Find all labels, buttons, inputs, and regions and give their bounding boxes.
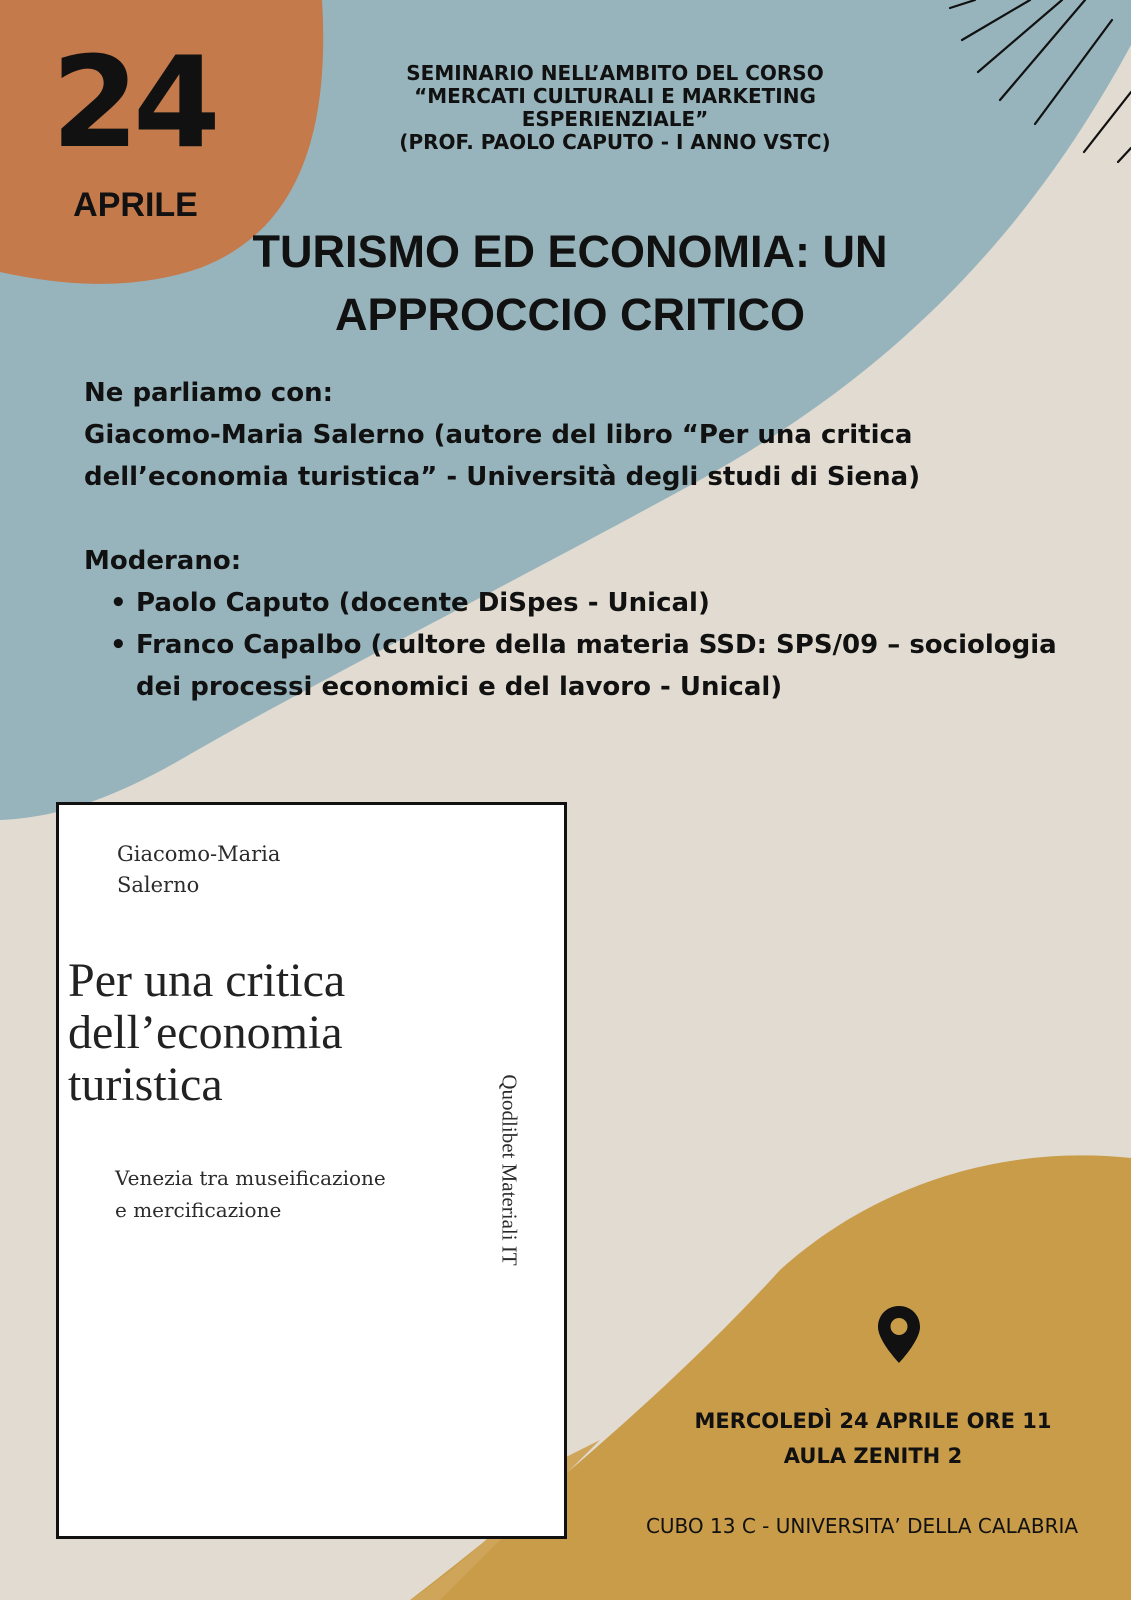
event-title — [190, 220, 950, 346]
book-title-line: turistica — [68, 1058, 223, 1111]
book-subtitle — [115, 1162, 386, 1226]
title-line: APPROCCIO CRITICO — [334, 289, 806, 340]
book-title-line: Per una critica — [68, 954, 346, 1007]
moderator-item: • Franco Capalbo (cultore della materia SSD: SPS/09 – sociologia dei processi economici e del lavoro - Unical) — [84, 624, 1084, 708]
book-title — [68, 955, 448, 1111]
header-line: “MERCATI CULTURALI E MARKETING — [414, 84, 816, 108]
date-day: 24 — [51, 29, 215, 176]
map-pin-icon — [876, 1305, 922, 1365]
book-publisher — [491, 1045, 527, 1295]
speaker-description: Giacomo-Maria Salerno (autore del libro “Per una critica dell’economia turistica” - Università degli studi di Siena) — [84, 420, 921, 492]
when-line: MERCOLEDÌ 24 APRILE ORE 11 — [694, 1409, 1052, 1433]
moderator-item: • Paolo Caputo (docente DiSpes - Unical) — [84, 582, 1084, 624]
guests-intro: Ne parliamo con: — [84, 378, 333, 408]
book-author-line: Giacomo-Maria — [117, 842, 281, 866]
date-month: APRILE — [73, 186, 198, 224]
book-title-line: dell’economia — [68, 1006, 343, 1059]
moderators-list — [84, 582, 1084, 708]
header-line: (PROF. PAOLO CAPUTO - I ANNO VSTC) — [399, 130, 831, 154]
book-cover — [56, 802, 567, 1539]
header-line: SEMINARIO NELL’AMBITO DEL CORSO — [406, 61, 824, 85]
guests-section — [84, 372, 1084, 708]
book-author — [117, 839, 280, 901]
header-line: ESPERIENZIALE” — [521, 107, 709, 131]
moderators-label: Moderano: — [84, 546, 242, 576]
book-author-line: Salerno — [117, 873, 200, 897]
book-publisher-text: Quodlibet Materiali IT — [497, 1074, 522, 1266]
when-line: AULA ZENITH 2 — [783, 1444, 963, 1468]
book-subtitle-line: e mercificazione — [115, 1198, 282, 1222]
title-line: TURISMO ED ECONOMIA: UN — [252, 226, 888, 277]
seminar-header — [330, 62, 900, 154]
book-subtitle-line: Venezia tra museificazione — [115, 1166, 386, 1190]
event-address: CUBO 13 C - UNIVERSITA’ DELLA CALABRIA — [645, 1514, 1079, 1538]
event-datetime — [668, 1404, 1078, 1474]
